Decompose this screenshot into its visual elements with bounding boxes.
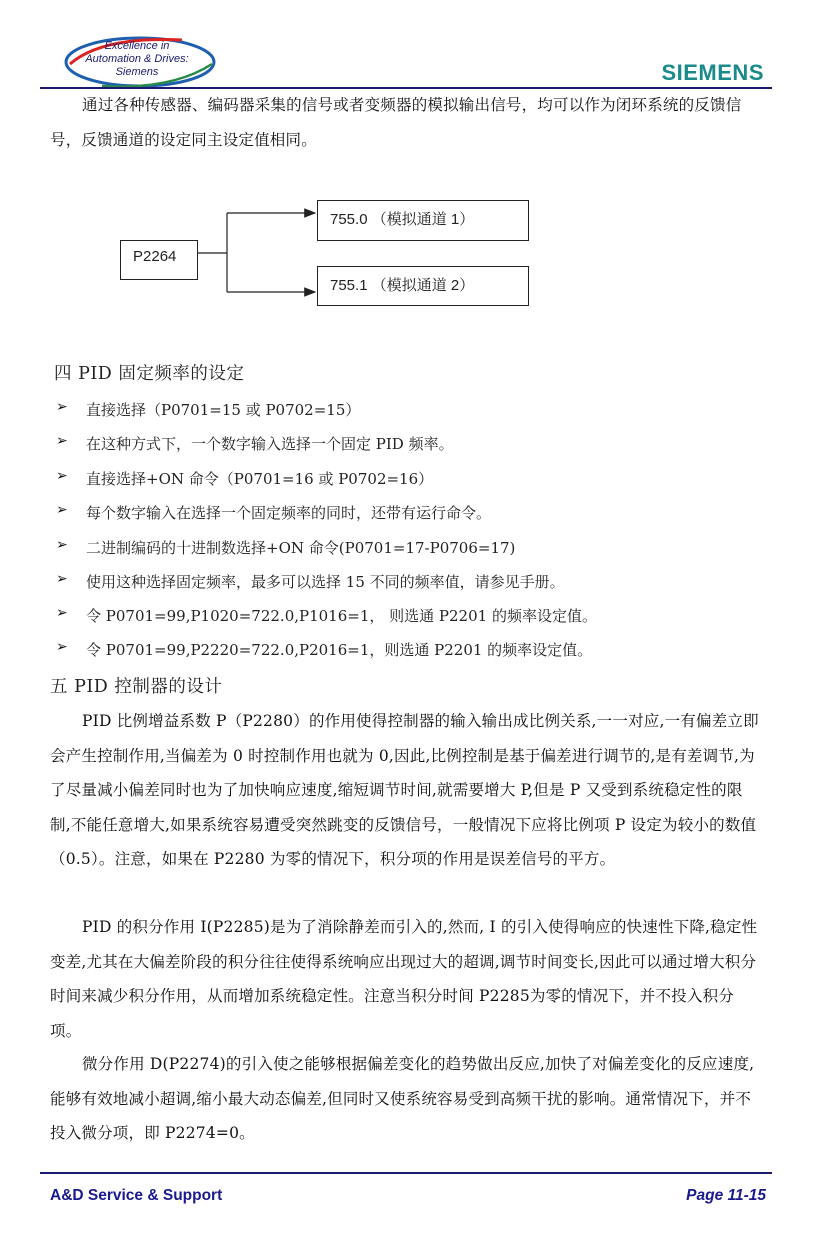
section-4-heading: 四 PID 固定频率的设定 [54,364,245,384]
logo-line-2: Automation & Drives: [85,53,189,65]
list-item-text: 令 P0701=99,P2220=722.0,P2016=1，则选通 P2201 的频率设定值。 [86,641,593,659]
source-label: P2264 [133,248,177,265]
bullet-arrow-icon: ➢ [56,502,68,518]
list-item-text: 二进制编码的十进制数选择+ON 命令(P0701=17-P0706=17) [86,539,516,557]
footer-service-label: A&D Service & Support [50,1187,223,1204]
list-item-text: 每个数字输入在选择一个固定频率的同时，还带有运行命令。 [86,504,492,522]
intro-paragraph: 通过各种传感器、编码器采集的信号或者变频器的模拟输出信号，均可以作为闭环系统的反馈信号，反馈通道的设定同主设定值相同。 [50,96,742,149]
page-number: Page 11-15 [686,1187,766,1204]
source-box [120,240,198,280]
bullet-arrow-icon: ➢ [56,433,68,449]
bullet-arrow-icon: ➢ [56,537,68,553]
bullet-arrow-icon: ➢ [56,605,68,621]
target-label-1: 755.0 （模拟通道 1） [330,211,475,228]
list-item-text: 直接选择（P0701=15 或 P0702=15） [86,401,361,419]
bullet-arrow-icon: ➢ [56,639,68,655]
logo-line-1: Excellence in [104,40,170,52]
target-box-1 [317,200,529,241]
list-item-text: 令 P0701=99,P1020=722.0,P1016=1， 则选通 P2201 的频率设定值。 [86,607,597,625]
bullet-arrow-icon: ➢ [56,399,68,415]
bullet-arrow-icon: ➢ [56,571,68,587]
footer-rule [40,1172,772,1174]
siemens-brand: SIEMENS [661,60,764,85]
logo-line-3: Siemens [115,66,159,78]
section-5-heading: 五 PID 控制器的设计 [50,677,223,697]
target-box-2 [317,266,529,306]
list-item-text: 使用这种选择固定频率，最多可以选择 15 不同的频率值，请参见手册。 [86,573,565,591]
list-item-text: 直接选择+ON 命令（P0701=16 或 P0702=16） [86,470,434,488]
derivative-paragraph: 微分作用 D(P2274)的引入使之能够根据偏差变化的趋势做出反应,加快了对偏差变化的反应速度,能够有效地减小超调,缩小最大动态偏差,但同时又使系统容易受到高频干扰的影响。通常情况下，并不投入微分项，即 P2274=0。 [50,1055,755,1142]
list-item-text: 在这种方式下，一个数字输入选择一个固定 PID 频率。 [86,435,454,453]
proportional-paragraph: PID 比例增益系数 P（P2280）的作用使得控制器的输入输出成比例关系,一一对应,一有偏差立即会产生控制作用,当偏差为 0 时控制作用也就为 0,因此,比例控制是基于偏差进行调节的,是有差调节,为了尽量减小偏差同时也为了加快响应速度,缩短调节时间,就需要增大 P,但是 P 又受到系统稳定性的限制,不能任意增大,如果系统容易遭受突然跳变的反馈信号，一般情况下应将比例项 P 设定为较小的数值（0.5）。注意，如果在 P2280 为零的情况下，积分项的作用是误差信号的平方。 [50,712,759,868]
target-label-2: 755.1 （模拟通道 2） [330,277,475,294]
bullet-arrow-icon: ➢ [56,468,68,484]
integral-paragraph: PID 的积分作用 I(P2285)是为了消除静差而引入的,然而, I 的引入使得响应的快速性下降,稳定性变差,尤其在大偏差阶段的积分往往使得系统响应出现过大的超调,调节时间变长,因此可以通过增大积分时间来减少积分作用，从而增加系统稳定性。注意当积分时间 P2285为零的情况下，并不投入积分项。 [50,918,758,1040]
